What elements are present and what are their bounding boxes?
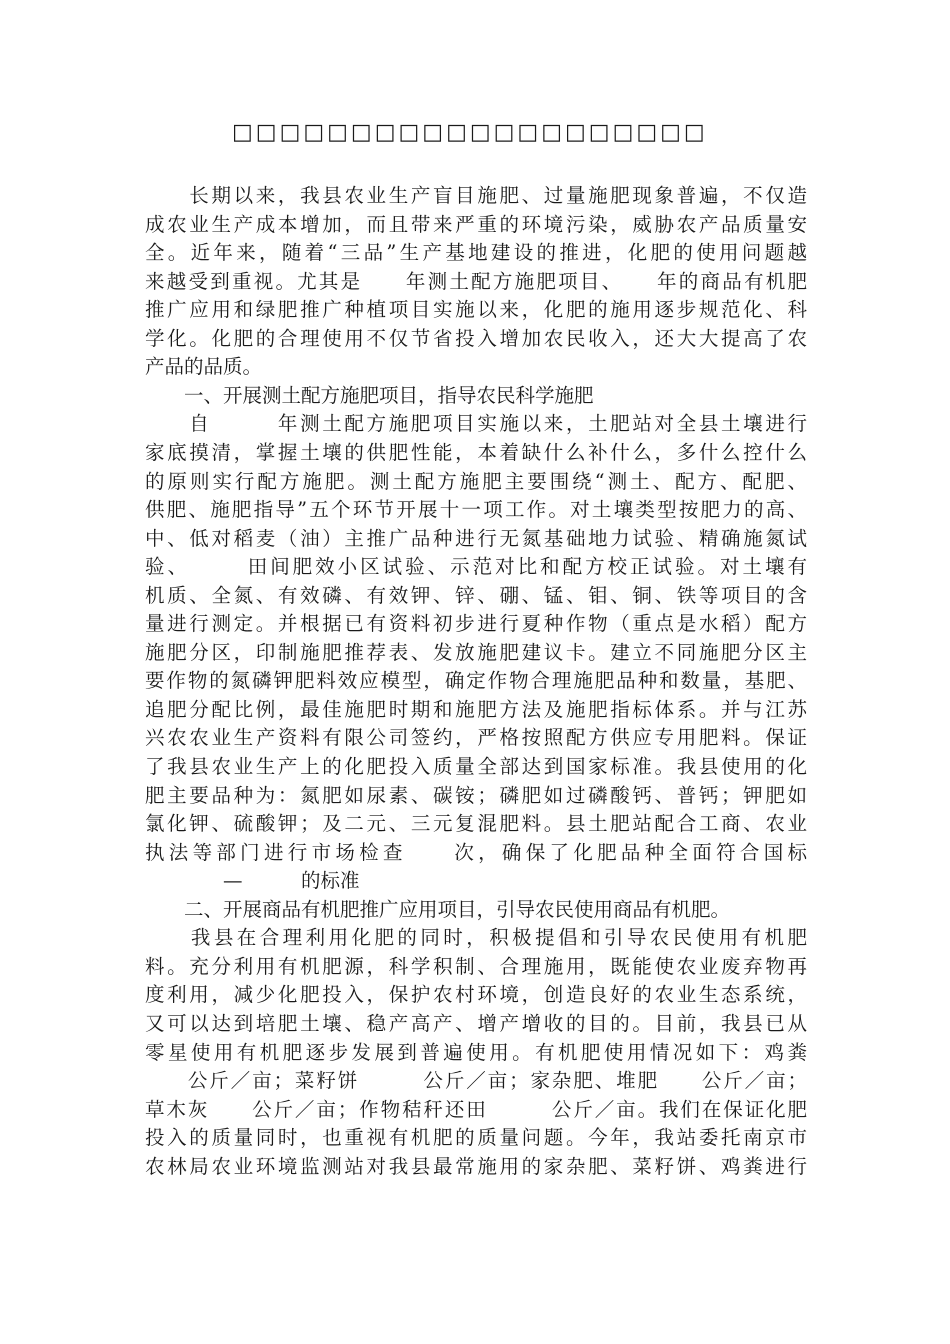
text-line: 机质、全氮、有效磷、有效钾、锌、硼、锰、钼、铜、铁等项目的含 <box>145 583 807 607</box>
text-line: 肥主要品种为：氮肥如尿素、碳铵；磷肥如过磷酸钙、普钙；钾肥如 <box>145 783 807 807</box>
text-line: 度利用，减少化肥投入，保护农村环境，创造良好的农业生态系统， <box>145 983 807 1007</box>
text-line: 我县在合理利用化肥的同时，积极提倡和引导农民使用有机肥 <box>145 926 807 950</box>
text-line: 长期以来，我县农业生产盲目施肥、过量施肥现象普遍，不仅造 <box>145 184 807 207</box>
text-line: 施肥分区，印制施肥推荐表、发放施肥建议卡。建立不同施肥分区主 <box>145 640 807 664</box>
text-line: 一、开展测土配方施肥项目，指导农民科学施肥 <box>145 383 594 407</box>
text-line: 全。近年来，随着“三品”生产基地建设的推进，化肥的使用问题越 <box>145 241 807 265</box>
text-line: 产品的品质。 <box>145 355 263 379</box>
text-line: 验、 田间肥效小区试验、示范对比和配方校正试验。对土壤有 <box>145 555 807 579</box>
text-line: 执法等部门进行市场检查 次，确保了化肥品种全面符合国标 <box>145 840 807 864</box>
text-line: 公斤／亩；菜籽饼 公斤／亩；家杂肥、堆肥 公斤／亩； <box>145 1069 807 1093</box>
text-line: 供肥、施肥指导”五个环节开展十一项工作。对土壤类型按肥力的高、 <box>145 498 807 522</box>
text-line: 兴农农业生产资料有限公司签约，严格按照配方供应专用肥料。保证 <box>145 726 807 750</box>
text-line: 家底摸清，掌握土壤的供肥性能，本着缺什么补什么，多什么控什么 <box>145 440 807 464</box>
text-line: 量进行测定。并根据已有资料初步进行夏种作物（重点是水稻）配方 <box>145 612 807 636</box>
text-line: 成农业生产成本增加，而且带来严重的环境污染，威胁农产品质量安 <box>145 212 807 236</box>
text-line: 农林局农业环境监测站对我县最常施用的家杂肥、菜籽饼、鸡粪进行 <box>145 1154 807 1178</box>
text-line: 要作物的氮磷钾肥料效应模型，确定作物合理施肥品种和数量，基肥、 <box>145 669 807 693</box>
text-line: 二、开展商品有机肥推广应用项目，引导农民使用商品有机肥。 <box>145 897 731 921</box>
text-line: 了我县农业生产上的化肥投入质量全部达到国家标准。我县使用的化 <box>145 755 807 778</box>
text-line: 又可以达到培肥土壤、稳产高产、增产增收的目的。目前，我县已从 <box>145 1011 807 1035</box>
text-line: 投入的质量同时，也重视有机肥的质量问题。今年，我站委托南京市 <box>145 1126 807 1150</box>
text-line: 追肥分配比例，最佳施肥时期和施肥方法及施肥指标体系。并与江苏 <box>145 697 807 721</box>
text-line: 草木灰 公斤／亩；作物秸秆还田 公斤／亩。我们在保证化肥 <box>145 1097 807 1121</box>
text-line: 学化。化肥的合理使用不仅节省投入增加农民收入，还大大提高了农 <box>145 326 807 350</box>
text-line: 自 年测土配方施肥项目实施以来，土肥站对全县土壤进行 <box>145 412 807 436</box>
text-line: 氯化钾、硫酸钾；及二元、三元复混肥料。县土肥站配合工商、农业 <box>145 812 807 836</box>
text-line: 来越受到重视。尤其是 年测土配方施肥项目、 年的商品有机肥 <box>145 269 807 293</box>
text-line: 零星使用有机肥逐步发展到普遍使用。有机肥使用情况如下：鸡粪 <box>145 1040 807 1064</box>
text-line: 中、低对稻麦（油）主推广品种进行无氮基础地力试验、精确施氮试 <box>145 526 807 550</box>
text-line: 料。充分利用有机肥源，科学积制、合理施用，既能使农业废弃物再 <box>145 954 807 978</box>
text-line: 的原则实行配方施肥。测土配方施肥主要围绕“测土、配方、配肥、 <box>145 469 807 493</box>
text-line: — 的标准 <box>145 869 360 893</box>
document-title: □□□□□□□□□□□□□□□□□□□□ <box>232 120 708 145</box>
text-line: 推广应用和绿肥推广种植项目实施以来，化肥的施用逐步规范化、科 <box>145 298 807 322</box>
